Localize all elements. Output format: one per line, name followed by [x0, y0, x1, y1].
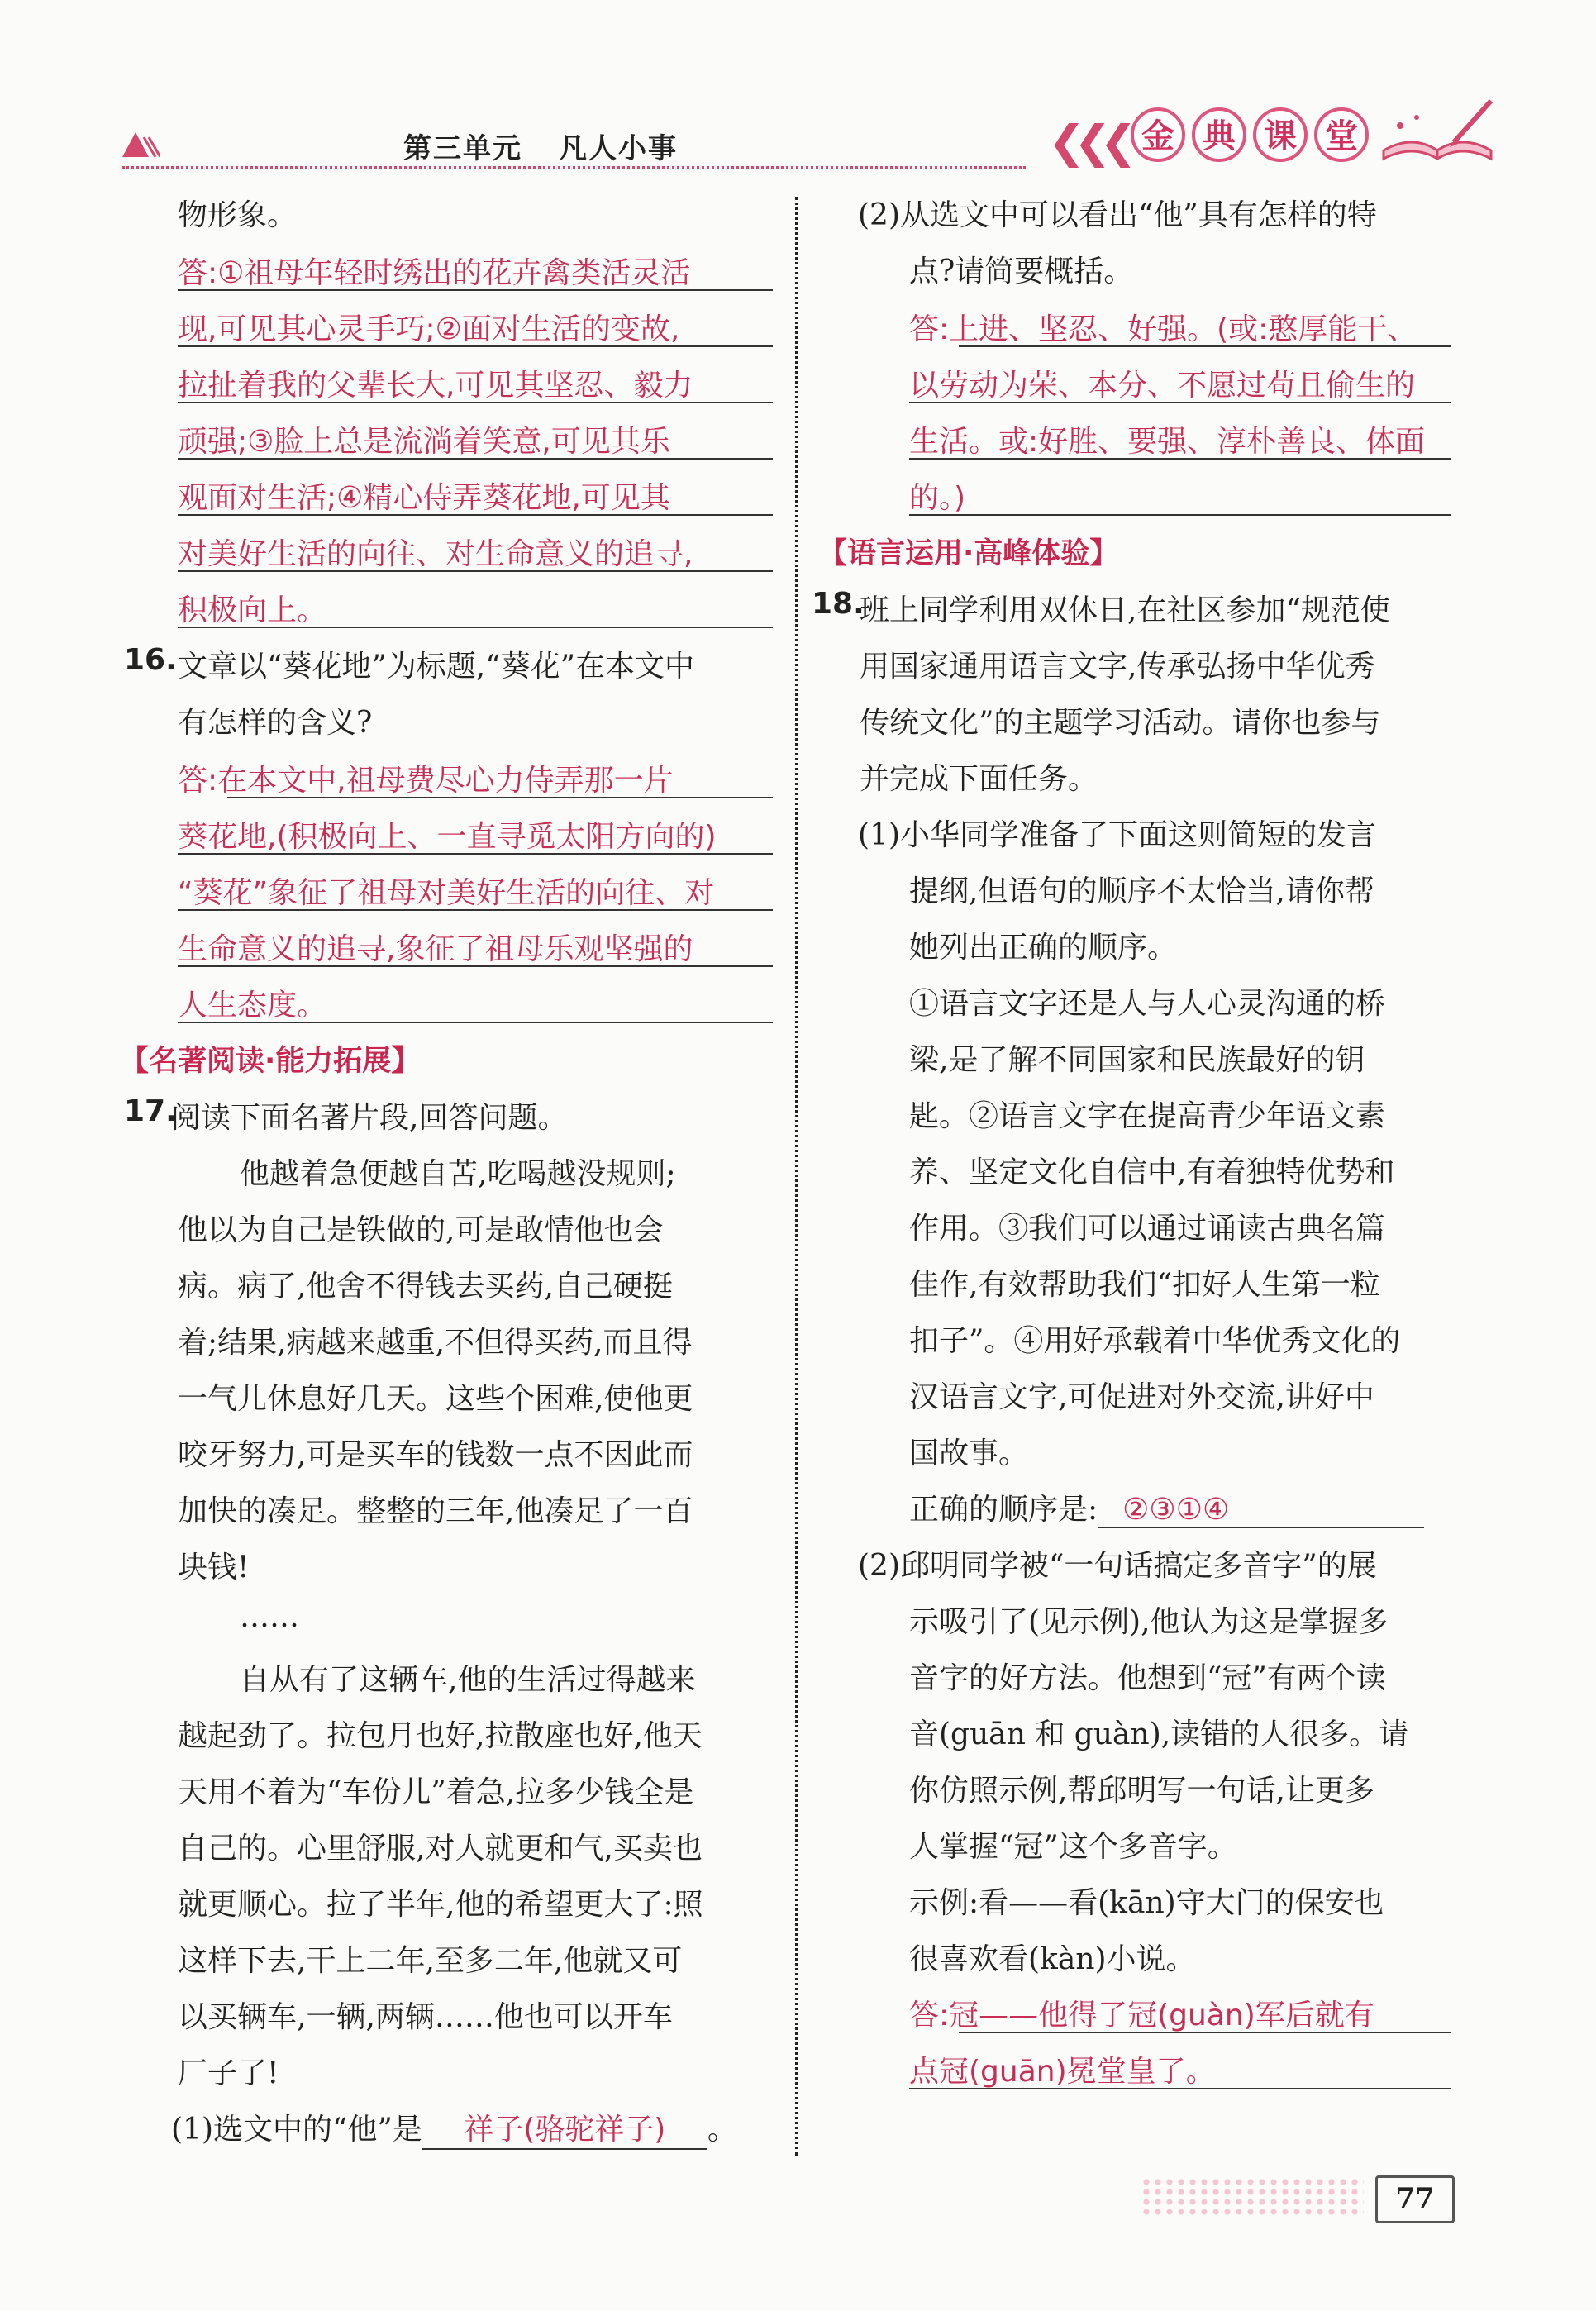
passage-line: 块钱!: [178, 1551, 250, 1584]
q15-answer-line: 拉扯着我的父辈长大,可见其坚忍、毅力: [178, 369, 693, 403]
q16-text: 有怎样的含义?: [178, 706, 373, 740]
q18-2-answer-line: 答:冠——他得了冠(guàn)军后就有: [909, 1999, 1374, 2032]
q17-2-text: 点?请简要概括。: [909, 255, 1134, 288]
header-triangle-icon: [122, 131, 160, 157]
answer-underline: [909, 514, 1451, 516]
answer-underline: [959, 345, 1451, 347]
brand-char-4: 堂: [1314, 107, 1369, 162]
footer-dot-pattern: [1141, 2177, 1364, 2218]
order-answer: ②③①④: [1098, 1493, 1424, 1528]
q17-2-answer-line: 以劳动为荣、本分、不愿过苟且偷生的: [909, 369, 1416, 403]
passage-line: 着;结果,病越来越重,不但得买药,而且得: [178, 1326, 693, 1360]
answer-underline: [909, 458, 1451, 460]
q18-2-example: 示例:看——看(kān)守大门的保安也: [909, 1886, 1384, 1920]
q17-1-prefix: (1)选文中的“他”是: [171, 2113, 422, 2147]
answer-underline: [178, 853, 773, 855]
q16-answer-line: 葵花地,(积极向上、一直寻觅太阳方向的): [178, 820, 717, 854]
q16-answer-line: 人生态度。: [178, 989, 327, 1022]
q18-text: 并完成下面任务。: [860, 762, 1098, 796]
q18-2-line: (2)邱明同学被“一句话搞定多音字”的展: [858, 1549, 1377, 1583]
q16-answer-line: 答:在本文中,祖母费尽心力侍弄那一片: [178, 764, 674, 798]
q15-answer-line: 观面对生活;④精心侍弄葵花地,可见其: [178, 481, 670, 515]
q18-2-line: 你仿照示例,帮邱明写一句话,让更多: [909, 1774, 1374, 1808]
q17-prompt: 阅读下面名著片段,回答问题。: [171, 1101, 568, 1135]
book-pen-icon: [1375, 93, 1499, 167]
answer-underline: [178, 345, 773, 347]
answer-underline: [178, 1022, 773, 1023]
q17-number: 17.: [124, 1094, 177, 1128]
passage-line: 越起劲了。拉包月也好,拉散座也好,他天: [178, 1719, 703, 1753]
unit-title: [403, 126, 714, 166]
q17-2-answer-line: 答:上进、坚忍、好强。(或:憨厚能干、: [909, 312, 1417, 346]
column-divider: [795, 197, 798, 2156]
passage-line: 自己的。心里舒服,对人就更和气,买卖也: [178, 1832, 703, 1865]
q18-2-line: 音字的好方法。他想到“冠”有两个读: [909, 1661, 1386, 1695]
q15-answer-line: 顽强;③脸上总是流淌着笑意,可见其乐: [178, 425, 670, 459]
passage-line: 一气儿休息好几天。这些个困难,使他更: [178, 1382, 693, 1416]
q18-1-line: 国故事。: [909, 1437, 1029, 1470]
section-title-reading: 【名著阅读·能力拓展】: [120, 1045, 421, 1078]
answer-underline: [959, 2032, 1451, 2033]
passage-line: 病。病了,他舍不得钱去买药,自己硬挺: [178, 1270, 673, 1303]
q17-2-text: (2)从选文中可以看出“他”具有怎样的特: [858, 198, 1377, 232]
answer-underline: [178, 570, 773, 572]
q18-2-line: 人掌握“冠”这个多音字。: [909, 1830, 1237, 1864]
q17-2-answer-line: 生活。或:好胜、要强、淳朴善良、体面: [909, 425, 1426, 459]
q18-text: 用国家通用语言文字,传承弘扬中华优秀: [860, 650, 1375, 684]
answer-underline: [909, 402, 1451, 403]
answer-underline: [178, 514, 773, 516]
order-label: 正确的顺序是:: [909, 1493, 1098, 1527]
answer-underline: [178, 402, 773, 403]
answer-underline: [178, 909, 773, 911]
answer-underline: [178, 458, 773, 460]
q17-1-suffix: 。: [707, 2113, 737, 2147]
q17-1-answer: 祥子(骆驼祥子): [422, 2106, 707, 2150]
passage-line: 这样下去,干上二年,至多二年,他就又可: [178, 1944, 683, 1978]
q18-2-answer-line: 点冠(guān)冕堂皇了。: [909, 2055, 1216, 2089]
answer-underline: [178, 289, 773, 291]
header-divider: [122, 166, 1026, 169]
q18-text: 班上同学利用双休日,在社区参加“规范使: [860, 593, 1390, 627]
section-title-language: 【语言运用·高峰体验】: [818, 537, 1119, 570]
q18-2-line: 音(guān 和 guàn),读错的人很多。请: [909, 1718, 1409, 1751]
q17-1-question: [171, 2106, 737, 2150]
answer-underline: [178, 965, 773, 967]
passage-line: 咬牙努力,可是买车的钱数一点不因此而: [178, 1438, 693, 1472]
passage-line: 加快的凑足。整整的三年,他凑足了一百: [178, 1494, 693, 1528]
q16-answer-line: “葵花”象征了祖母对美好生活的向往、对: [178, 876, 715, 910]
brand-char-1: 金: [1131, 107, 1185, 162]
brand-arrows-icon: ❮❮❮: [1048, 116, 1126, 168]
answer-underline: [909, 2088, 1451, 2089]
q18-1-line: 佳作,有效帮助我们“扣好人生第一粒: [909, 1268, 1380, 1302]
brand-char-2: 典: [1192, 107, 1246, 162]
passage-line: 他以为自己是铁做的,可是敢情他也会: [178, 1213, 664, 1247]
passage-line: 厂子了!: [178, 2056, 279, 2090]
q18-number: 18.: [812, 587, 865, 621]
q16-answer-line: 生命意义的追寻,象征了祖母乐观坚强的: [178, 932, 693, 966]
passage-line: 以买辆车,一辆,两辆……他也可以开车: [178, 2000, 673, 2034]
passage-line: 他越着急便越自苦,吃喝越没规则;: [240, 1157, 676, 1191]
answer-underline: [227, 797, 773, 798]
passage-line: 就更顺心。拉了半年,他的希望更大了:照: [178, 1888, 703, 1922]
q18-1-line: 梁,是了解不同国家和民族最好的钥: [909, 1043, 1365, 1077]
passage-ellipsis: ……: [240, 1600, 299, 1634]
q18-1-line: 汉语言文字,可促进对外交流,讲好中: [909, 1380, 1374, 1414]
answer-underline: [178, 627, 773, 628]
q18-1-line: (1)小华同学准备了下面这则简短的发言: [858, 818, 1376, 852]
q16-text: 文章以“葵花地”为标题,“葵花”在本文中: [178, 650, 695, 684]
passage-line: 自从有了这辆车,他的生活过得越来: [240, 1663, 696, 1697]
q18-1-line: 扣子”。④用好承载着中华优秀文化的: [909, 1324, 1401, 1358]
q18-1-line: 提纲,但语句的顺序不太恰当,请你帮: [909, 874, 1374, 908]
passage-line: 天用不着为“车份儿”着急,拉多少钱全是: [178, 1775, 694, 1809]
q18-1-line: 作用。③我们可以通过诵读古典名篇: [909, 1212, 1386, 1246]
q18-2-example: 很喜欢看(kàn)小说。: [909, 1942, 1196, 1976]
brand-char-3: 课: [1253, 107, 1308, 162]
q15-answer-line: 现,可见其心灵手巧;②面对生活的变故,: [178, 312, 680, 346]
unit-topic: 凡人小事: [559, 132, 678, 165]
q18-1-line: ①语言文字还是人与人心灵沟通的桥: [909, 987, 1386, 1021]
q18-1-line: 她列出正确的顺序。: [909, 931, 1178, 965]
q15-answer-line: 对美好生活的向往、对生命意义的追寻,: [178, 537, 693, 571]
unit-label: 第三单元: [403, 132, 522, 165]
q18-2-line: 示吸引了(见示例),他认为这是掌握多: [909, 1605, 1389, 1639]
q18-text: 传统文化”的主题学习活动。请你也参与: [860, 706, 1381, 740]
q18-1-order: [909, 1486, 1424, 1528]
page-header: [0, 0, 1596, 178]
q16-number: 16.: [124, 643, 177, 677]
q15-answer-line: 积极向上。: [178, 593, 327, 627]
page-number: 77: [1375, 2175, 1455, 2223]
q18-1-line: 养、坚定文化自信中,有着独特优势和: [909, 1156, 1395, 1189]
q18-1-line: 匙。②语言文字在提高青少年语文素: [909, 1099, 1386, 1133]
q15-answer-line: 答:①祖母年轻时绣出的花卉禽类活灵活: [178, 256, 691, 290]
q15-tail: 物形象。: [178, 198, 298, 232]
q17-2-answer-line: 的。): [909, 481, 966, 515]
